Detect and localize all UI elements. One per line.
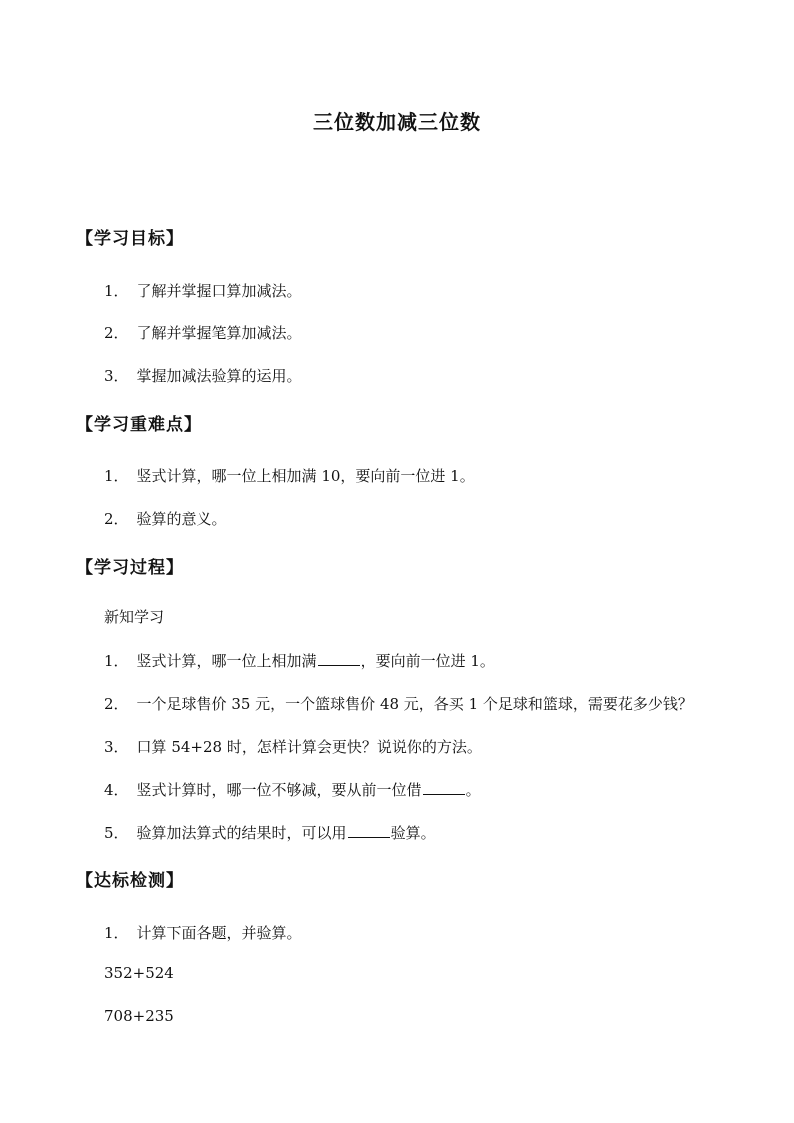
item-number: 1． xyxy=(104,652,129,670)
process-item xyxy=(104,822,436,843)
item-text-before: 竖式计算时，哪一位不够减，要从前一位借 xyxy=(136,781,422,799)
fill-blank[interactable] xyxy=(423,781,465,795)
goal-item xyxy=(104,280,302,301)
goal-item xyxy=(104,322,302,343)
item-number: 4． xyxy=(104,781,129,799)
fill-blank[interactable] xyxy=(318,652,360,666)
math-expression: 352+524 xyxy=(104,964,174,982)
item-text: 计算下面各题，并验算。 xyxy=(136,924,302,942)
goal-item xyxy=(104,365,302,386)
item-number: 5． xyxy=(104,824,129,842)
process-item xyxy=(104,693,693,714)
process-intro: 新知学习 xyxy=(104,608,165,626)
key-point-item xyxy=(104,465,475,486)
item-text: 竖式计算，哪一位上相加满 10，要向前一位进 1。 xyxy=(136,467,475,485)
math-expression: 708+235 xyxy=(104,1007,174,1025)
section-heading-key-points: 【学习重难点】 xyxy=(76,415,202,435)
process-item xyxy=(104,779,481,800)
key-point-item xyxy=(104,508,227,529)
item-text: 验算的意义。 xyxy=(136,510,227,528)
item-number: 3． xyxy=(104,738,129,756)
check-item xyxy=(104,922,302,943)
item-number: 1． xyxy=(104,924,129,942)
page-title: 三位数加减三位数 xyxy=(313,110,481,134)
item-text-after: 验算。 xyxy=(390,824,436,842)
item-text: 了解并掌握笔算加减法。 xyxy=(136,324,302,342)
section-heading-goals: 【学习目标】 xyxy=(76,229,184,249)
item-number: 1． xyxy=(104,467,129,485)
item-text-before: 验算加法算式的结果时，可以用 xyxy=(136,824,347,842)
item-text: 口算 54+28 时，怎样计算会更快？说说你的方法。 xyxy=(136,738,482,756)
section-heading-check: 【达标检测】 xyxy=(76,871,184,891)
item-text: 了解并掌握口算加减法。 xyxy=(136,282,302,300)
item-number: 2． xyxy=(104,695,129,713)
process-item xyxy=(104,650,495,671)
item-number: 2． xyxy=(104,510,129,528)
item-number: 3． xyxy=(104,367,129,385)
item-text: 一个足球售价 35 元，一个篮球售价 48 元，各买 1 个足球和篮球，需要花多少钱？ xyxy=(136,695,693,713)
section-heading-process: 【学习过程】 xyxy=(76,558,184,578)
item-text-before: 竖式计算，哪一位上相加满 xyxy=(136,652,317,670)
item-number: 2． xyxy=(104,324,129,342)
item-text: 掌握加减法验算的运用。 xyxy=(136,367,302,385)
fill-blank[interactable] xyxy=(348,824,390,838)
process-item xyxy=(104,736,482,757)
item-number: 1． xyxy=(104,282,129,300)
item-text-after: ，要向前一位进 1。 xyxy=(360,652,495,670)
item-text-after: 。 xyxy=(465,781,481,799)
